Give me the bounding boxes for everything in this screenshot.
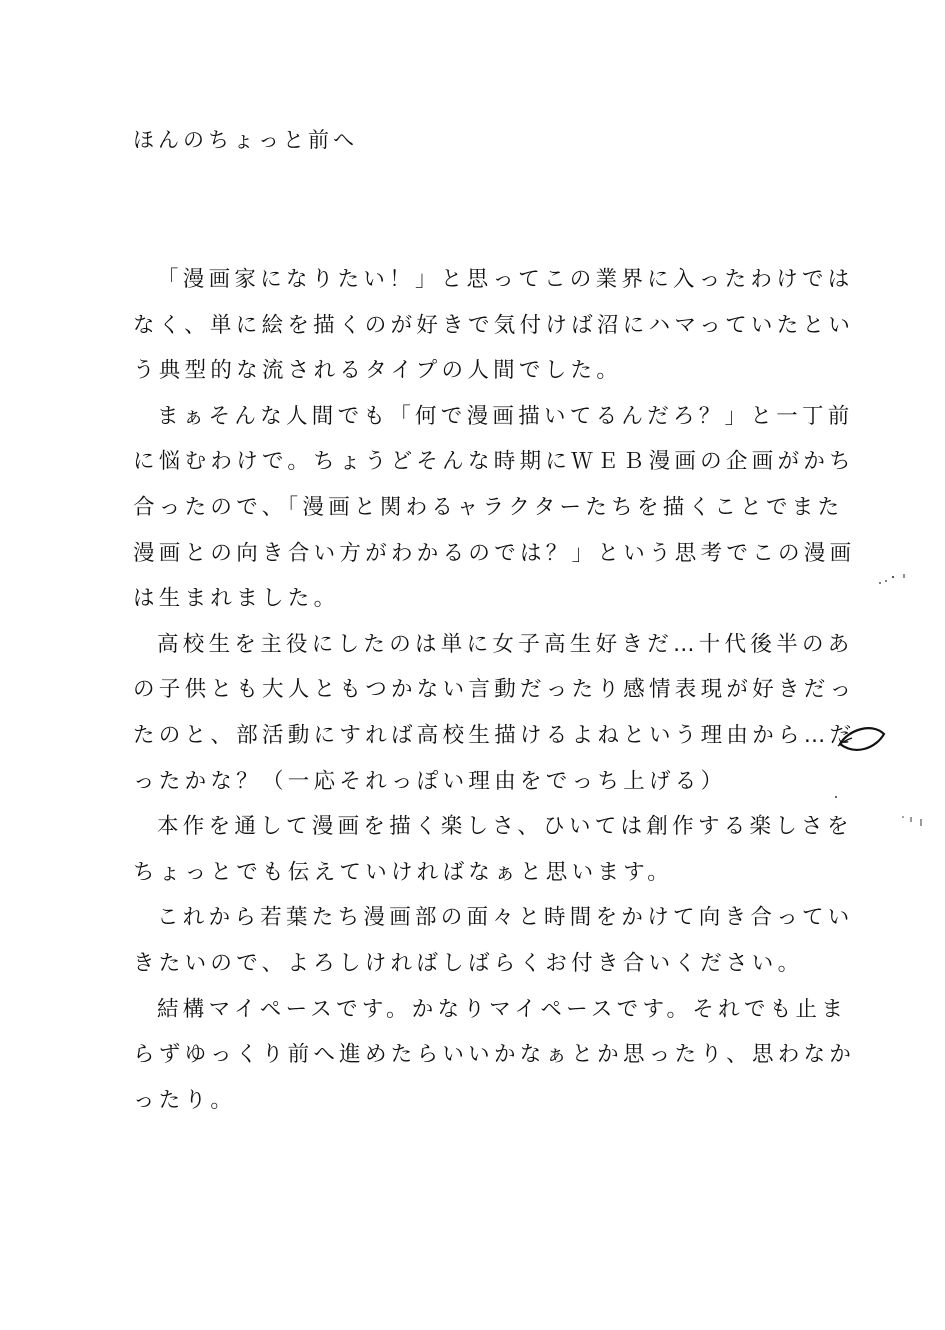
speck xyxy=(892,576,894,578)
text-line: きたいので、よろしければしばらくお付き合いください。 xyxy=(133,950,804,976)
text-line: 漫画との向き合い方がわかるのでは？」という思考でこの漫画 xyxy=(133,540,856,566)
body-text xyxy=(133,264,856,1130)
text-line: 高校生を主役にしたのは単に女子高生好きだ…十代後半のあ xyxy=(157,631,854,657)
text-line: これから若葉たち漫画部の面々と時間をかけて向き合ってい xyxy=(157,905,854,931)
text-line: たのと、部活動にすれば高校生描けるよねという理由から…だ xyxy=(133,722,856,748)
text-line: の子供とも大人ともつかない言動だったり感情表現が好きだっ xyxy=(133,677,856,703)
text-line: ったかな？（一応それっぽい理由をでっち上げる） xyxy=(133,768,727,794)
text-line: なく、単に絵を描くのが好きで気付けば沼にハマっていたとい xyxy=(133,312,855,338)
text-line: 合ったので、「漫画と関わるャラクターたちを描くことでまた xyxy=(133,494,844,520)
text-line: ったり。 xyxy=(133,1087,237,1113)
page-title: ほんのちょっと前へ xyxy=(133,128,358,152)
text-line: に悩むわけで。ちょうどそんな時期にＷＥＢ漫画の企画がかち xyxy=(133,449,855,475)
text-line: らずゆっくり前へ進めたらいいかなぁとか思ったり、思わなか xyxy=(133,1042,856,1068)
text-line: う典型的な流されるタイプの人間でした。 xyxy=(133,358,623,384)
speck xyxy=(835,796,837,798)
speck xyxy=(885,580,887,582)
text-line: ちょっとでも伝えていければなぁと思います。 xyxy=(133,859,674,885)
speck xyxy=(902,816,904,818)
text-line: 「漫画家になりたい！」と思ってこの業界に入ったわけでは xyxy=(157,267,854,292)
text-line: 本作を通して漫画を描く楽しさ、ひいては創作する楽しさを xyxy=(157,814,853,840)
text-line: は生まれました。 xyxy=(133,586,340,612)
text-line: 結構マイペースです。かなりマイペースです。それでも止ま xyxy=(157,996,848,1022)
speck xyxy=(879,582,881,584)
text-line: まぁそんな人間でも「何で漫画描いてるんだろ？」と一丁前 xyxy=(157,403,854,429)
